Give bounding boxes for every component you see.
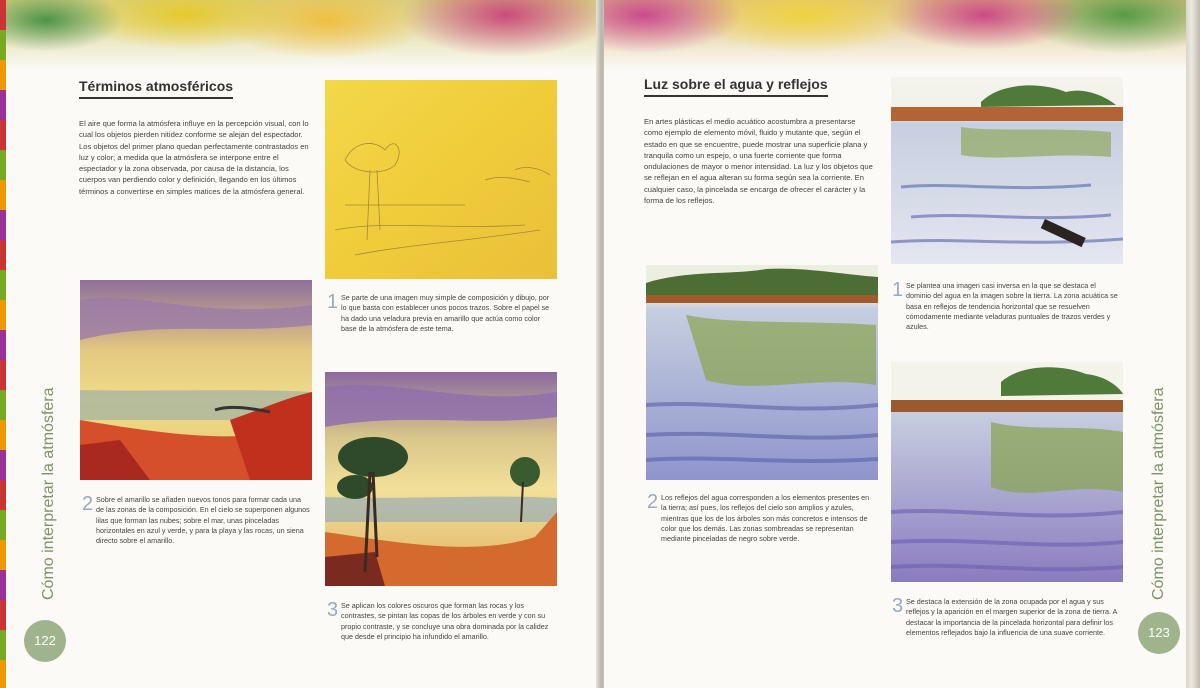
step-2-painting: [646, 265, 878, 480]
page-number: 123: [1138, 612, 1180, 654]
section-title: Términos atmosféricos: [79, 78, 233, 99]
side-chapter-label: Cómo interpretar la atmósfera: [1150, 387, 1167, 600]
step-1-number: 1: [327, 291, 339, 313]
step-1-caption: Se plantea una imagen casi inversa en la que se destaca el dominio del agua en la imagen sobre la tierra. La zona acuática se basa en reflejos de tendencia horizontal que se resuelven cómodamente mediante veladuras puntuales de trazos verdes y azules.: [906, 281, 1118, 332]
book-edge-right: [1186, 0, 1200, 688]
step-2-caption: Los reflejos del agua corresponden a los elementos presentes en la tierra; así pues, los reflejos del cielo son amplios y azules, mientras que los de los árboles son más concretos e intensos de color que los demás. Las zonas sombreadas se representan mediante pinceladas de negro sobre verde.: [661, 493, 870, 544]
watercolor-header-band: [6, 0, 600, 70]
step-1-number: 1: [892, 279, 904, 301]
watercolor-header-band: [604, 0, 1186, 70]
step-3-painting: [891, 362, 1123, 582]
step-1-caption: Se parte de una imagen muy simple de composición y dibujo, por lo que basta con establecer unos pocos trazos. Sobre el papel se ha dado una veladura previa en amarillo que actúa como color base de la atmósfera de este tema.: [341, 293, 550, 333]
step-2-number: 2: [647, 491, 659, 513]
step-1-painting: [891, 77, 1123, 264]
page-number: 122: [24, 620, 66, 662]
step-2-caption: Sobre el amarillo se añaden nuevos tonos para formar cada una de las zonas de la composición. En el cielo se superponen algunos lilas que forman las nubes; sobre el mar, unas pinceladas horizontales en azul y verde, y para la playa y las rocas, un siena directo sobre el amarillo.: [96, 495, 310, 546]
left-page: [6, 0, 600, 688]
step-3-number: 3: [327, 599, 339, 621]
step-2-painting: [80, 280, 312, 480]
section-title: Luz sobre el agua y reflejos: [644, 76, 828, 97]
step-1-painting: [325, 80, 557, 279]
step-3-painting: [325, 372, 557, 586]
right-page: [604, 0, 1186, 688]
step-3-caption: Se aplican los colores oscuros que forman las rocas y los contrastes, se pintan las copas de los árboles en verde y con su propio contraste, y se concluye una obra dominada por la calidez que desde el principio ha infundido el amarillo.: [341, 601, 549, 641]
intro-paragraph: En artes plásticas el medio acuático acostumbra a presentarse como ejemplo de elemento móvil, fluido y mutante que, según el estado en que se encuentre, puede mostrar una superficie plana y tranquila como un espejo, o una fuerte corriente que forma ondulaciones de mayor o menor intensidad. La luz y los objetos que se reflejan en el agua alteran su forma según sea la corriente. En cualquier caso, la pincelada se encarga de ofrecer el carácter y la forma de los reflejos.: [644, 117, 873, 206]
step-3-number: 3: [892, 595, 904, 617]
step-2-number: 2: [82, 493, 94, 515]
side-chapter-label: Cómo interpretar la atmósfera: [40, 387, 57, 600]
intro-paragraph: El aire que forma la atmósfera influye en la percepción visual, con lo cual los objetos pierden nitidez conforme se alejan del espectador. Los objetos del primer plano quedan perfectamente contrastados en luz y color; a medida que la atmósfera se interpone entre el espectador y la zona observada, por causa de la distancia, los cuerpos van perdiendo color y definición, llegando en los últimos términos a convertirse en simples matices de la atmósfera general.: [79, 119, 309, 196]
step-3-caption: Se destaca la extensión de la zona ocupada por el agua y sus reflejos y la aparición en el margen superior de la zona de tierra. A destacar la importancia de la pincelada horizontal para definir los elementos reflejados bajo la influencia de una suave corriente.: [906, 597, 1117, 637]
